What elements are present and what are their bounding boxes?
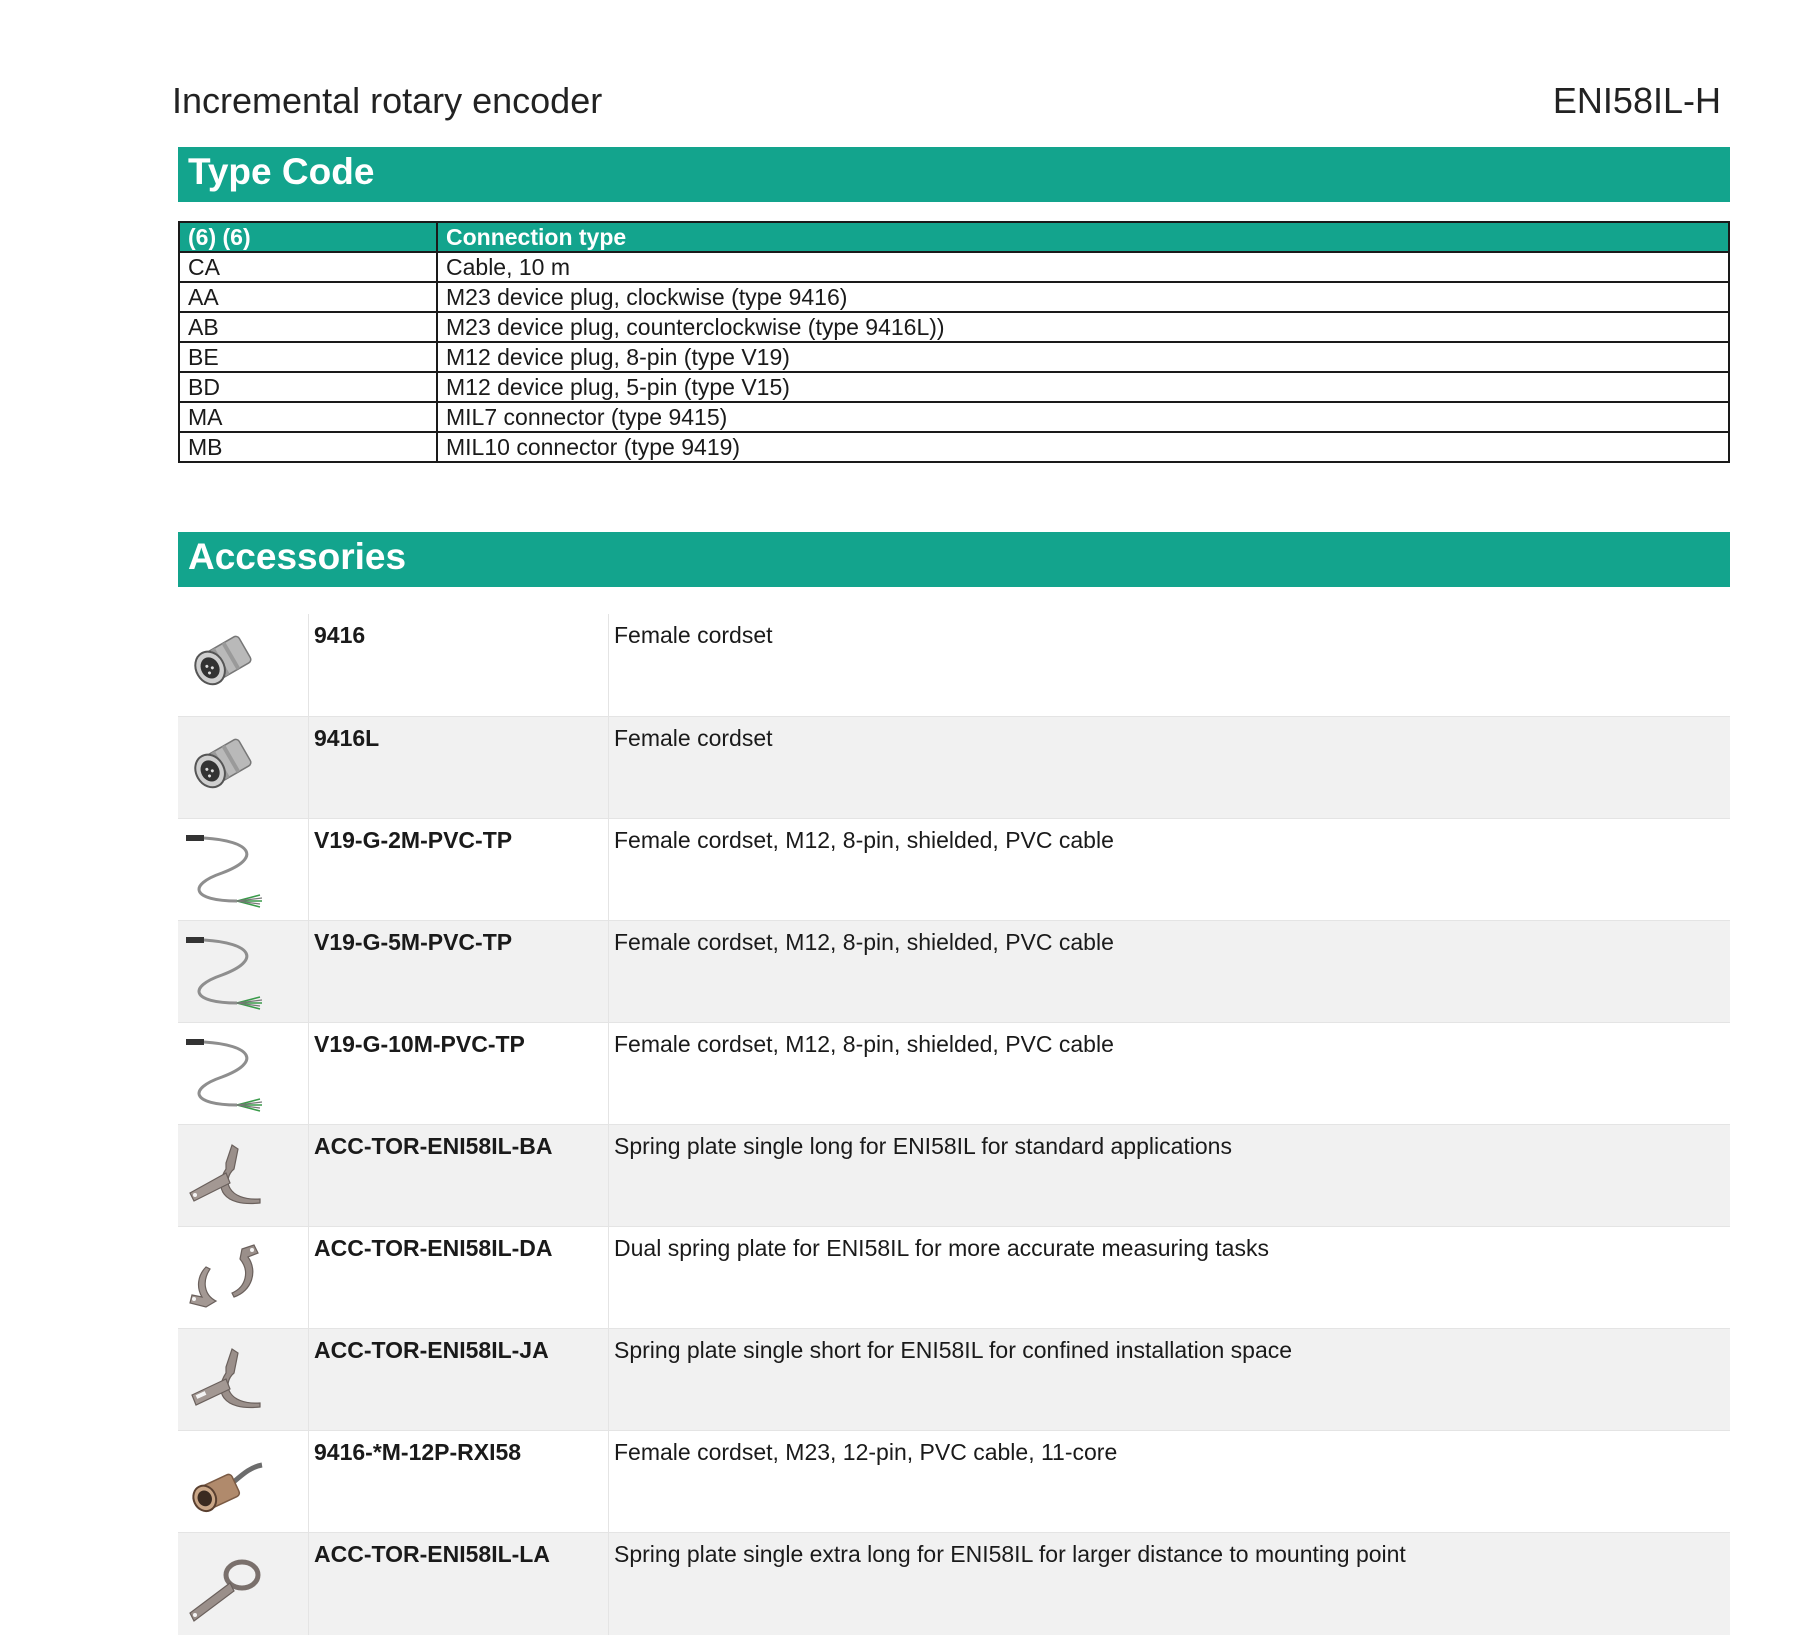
accessory-code: 9416L	[309, 717, 609, 818]
accessory-code: 9416	[309, 614, 609, 716]
accessory-row	[178, 1431, 1730, 1533]
accessory-description: Female cordset, M23, 12-pin, PVC cable, 11-core	[614, 1439, 1118, 1465]
code-cell: MA	[179, 402, 437, 432]
accessory-description: Female cordset, M12, 8-pin, shielded, PVC cable	[614, 929, 1114, 955]
accessory-code: ACC-TOR-ENI58IL-JA	[309, 1329, 609, 1430]
spring-plate-ring-icon	[178, 1533, 309, 1635]
connection-type-cell: M23 device plug, clockwise (type 9416)	[437, 282, 1729, 312]
accessory-description: Female cordset	[614, 622, 773, 648]
code-cell: MB	[179, 432, 437, 462]
accessory-row	[178, 717, 1730, 819]
accessories-list	[178, 614, 1730, 1635]
accessory-description: Female cordset, M12, 8-pin, shielded, PVC cable	[614, 827, 1114, 853]
m23-cordset-icon	[178, 1431, 309, 1532]
connection-type-cell: Cable, 10 m	[437, 252, 1729, 282]
code-cell: BE	[179, 342, 437, 372]
connection-type-cell: MIL7 connector (type 9415)	[437, 402, 1729, 432]
accessory-description: Spring plate single long for ENI58IL for standard applications	[614, 1133, 1232, 1159]
connection-type-cell: M12 device plug, 5-pin (type V15)	[437, 372, 1729, 402]
cordset-cable-icon	[178, 1023, 309, 1124]
accessory-code: 9416-*M-12P-RXI58	[309, 1431, 609, 1532]
table-row	[179, 372, 1729, 402]
document-title: Incremental rotary encoder	[172, 80, 603, 121]
accessory-code: V19-G-5M-PVC-TP	[309, 921, 609, 1022]
table-row	[179, 252, 1729, 282]
type-code-table	[178, 221, 1730, 463]
type-code-heading: Type Code	[178, 147, 1730, 202]
table-row	[179, 342, 1729, 372]
accessory-row	[178, 819, 1730, 921]
accessory-row	[178, 1125, 1730, 1227]
cordset-cable-icon	[178, 921, 309, 1022]
table-row	[179, 312, 1729, 342]
m23-connector-icon	[178, 717, 309, 818]
accessory-row	[178, 1533, 1730, 1635]
table-row	[179, 432, 1729, 462]
cordset-cable-icon	[178, 819, 309, 920]
accessory-row	[178, 1023, 1730, 1125]
accessories-heading: Accessories	[178, 532, 1730, 587]
accessory-description: Female cordset, M12, 8-pin, shielded, PVC cable	[614, 1031, 1114, 1057]
spring-plate-short-icon	[178, 1329, 309, 1430]
accessory-description: Spring plate single extra long for ENI58IL for larger distance to mounting point	[614, 1541, 1406, 1567]
accessory-description: Dual spring plate for ENI58IL for more accurate measuring tasks	[614, 1235, 1269, 1261]
spring-plate-long-icon	[178, 1125, 309, 1226]
accessory-code: V19-G-2M-PVC-TP	[309, 819, 609, 920]
m23-connector-icon	[178, 614, 309, 716]
accessory-row	[178, 614, 1730, 717]
connection-type-cell: MIL10 connector (type 9419)	[437, 432, 1729, 462]
accessory-code: ACC-TOR-ENI58IL-DA	[309, 1227, 609, 1328]
accessory-description: Spring plate single short for ENI58IL for confined installation space	[614, 1337, 1293, 1363]
type-code-header-row	[179, 222, 1729, 252]
connection-type-cell: M12 device plug, 8-pin (type V19)	[437, 342, 1729, 372]
code-cell: CA	[179, 252, 437, 282]
code-cell: BD	[179, 372, 437, 402]
model-number: ENI58IL-H	[1552, 80, 1721, 121]
accessory-description: Female cordset	[614, 725, 773, 751]
accessory-row	[178, 1227, 1730, 1329]
accessory-code: V19-G-10M-PVC-TP	[309, 1023, 609, 1124]
accessory-code: ACC-TOR-ENI58IL-BA	[309, 1125, 609, 1226]
table-row	[179, 402, 1729, 432]
dual-spring-plate-icon	[178, 1227, 309, 1328]
accessory-code: ACC-TOR-ENI58IL-LA	[309, 1533, 609, 1635]
table-row	[179, 282, 1729, 312]
code-cell: AA	[179, 282, 437, 312]
code-cell: AB	[179, 312, 437, 342]
connection-type-cell: M23 device plug, counterclockwise (type 9416L))	[437, 312, 1729, 342]
accessory-row	[178, 921, 1730, 1023]
accessory-row	[178, 1329, 1730, 1431]
type-code-column-header: (6) (6)	[179, 222, 437, 252]
type-code-column-header: Connection type	[437, 222, 1729, 252]
